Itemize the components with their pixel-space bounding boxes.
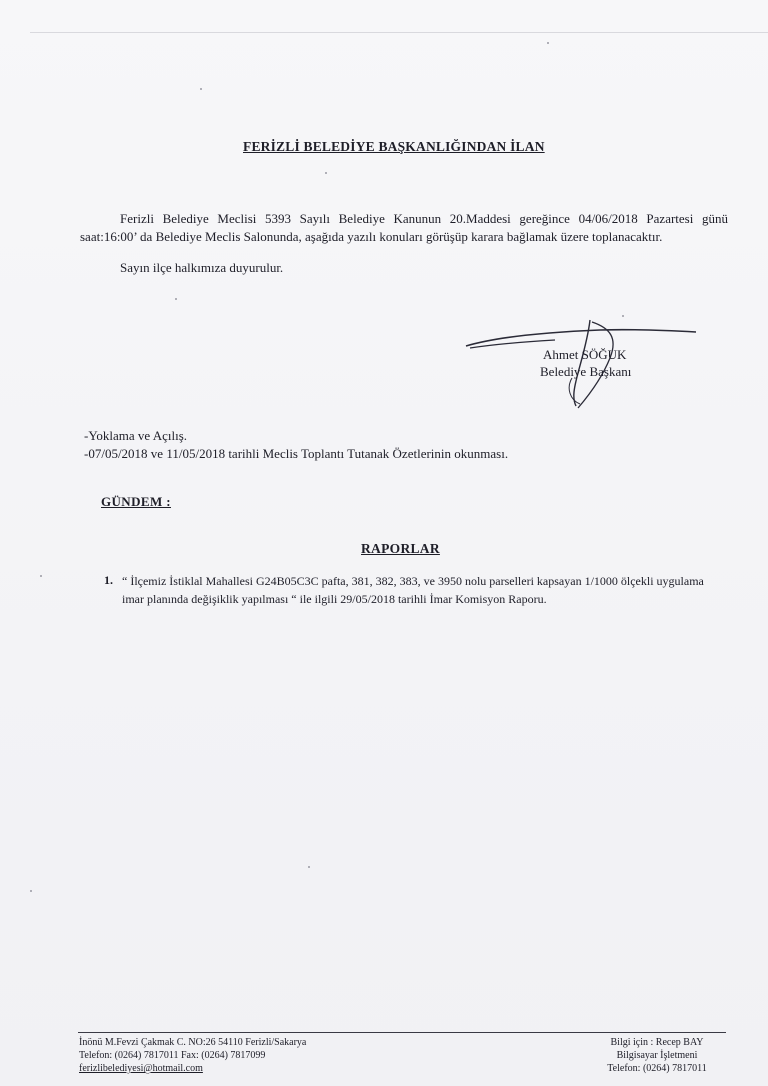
notice-line: Sayın ilçe halkımıza duyurulur. <box>120 260 284 275</box>
scan-edge-line <box>30 32 768 33</box>
footer-contact-label: Bilgi için : Recep BAY <box>610 1037 704 1048</box>
footer-address-block <box>79 1036 306 1075</box>
report-item-text: “ İlçemiz İstiklal Mahallesi G24B05C3C pafta, 381, 382, 383, ve 3950 nolu parselleri kapsayan 1/1000 ölçekli uygulama imar planında değişiklik yapılması “ ile ilgili 29/05/2018 tarihli İmar Komisyon Raporu. <box>122 574 704 606</box>
intro-paragraph: Ferizli Belediye Meclisi 5393 Sayılı Belediye Kanunun 20.Maddesi gereğince 04/06/2018 Pazartesi günü saat:16:00’ da Belediye Meclis Salonunda, aşağıda yazılı konuları görüşüp karara bağlamak üzere toplanacaktır. <box>80 211 728 244</box>
footer-contact-role: Bilgisayar İşletmeni <box>616 1050 698 1061</box>
footer-phone-fax: Telefon: (0264) 7817011 Fax: (0264) 7817099 <box>79 1050 266 1061</box>
report-item-number: 1. <box>104 573 113 587</box>
scan-speck <box>200 88 202 90</box>
preliminary-item-minutes: -07/05/2018 ve 11/05/2018 tarihli Meclis Toplantı Tutanak Özetlerinin okunması. <box>84 446 509 461</box>
signatory-name: Ahmet SÖĞUK <box>543 347 627 362</box>
scan-speck <box>308 866 310 868</box>
preliminary-item-roll-call: -Yoklama ve Açılış. <box>84 428 188 443</box>
footer-address: İnönü M.Fevzi Çakmak C. NO:26 54110 Ferizli/Sakarya <box>79 1037 307 1048</box>
scan-speck <box>547 42 549 44</box>
scan-speck <box>175 298 177 300</box>
scan-speck <box>40 575 42 577</box>
signatory-title: Belediye Başkanı <box>540 364 632 379</box>
document-title: FERİZLİ BELEDİYE BAŞKANLIĞINDAN İLAN <box>243 139 545 154</box>
footer-contact-block <box>588 1036 726 1075</box>
footer-divider <box>78 1032 726 1033</box>
scan-speck <box>622 315 624 317</box>
scan-speck <box>325 172 327 174</box>
footer-contact-phone: Telefon: (0264) 7817011 <box>607 1063 707 1074</box>
scan-speck <box>30 890 32 892</box>
footer-email-link[interactable]: ferizlibelediyesi@hotmail.com <box>79 1063 203 1074</box>
agenda-heading: GÜNDEM : <box>101 494 171 509</box>
reports-heading: RAPORLAR <box>361 541 440 556</box>
